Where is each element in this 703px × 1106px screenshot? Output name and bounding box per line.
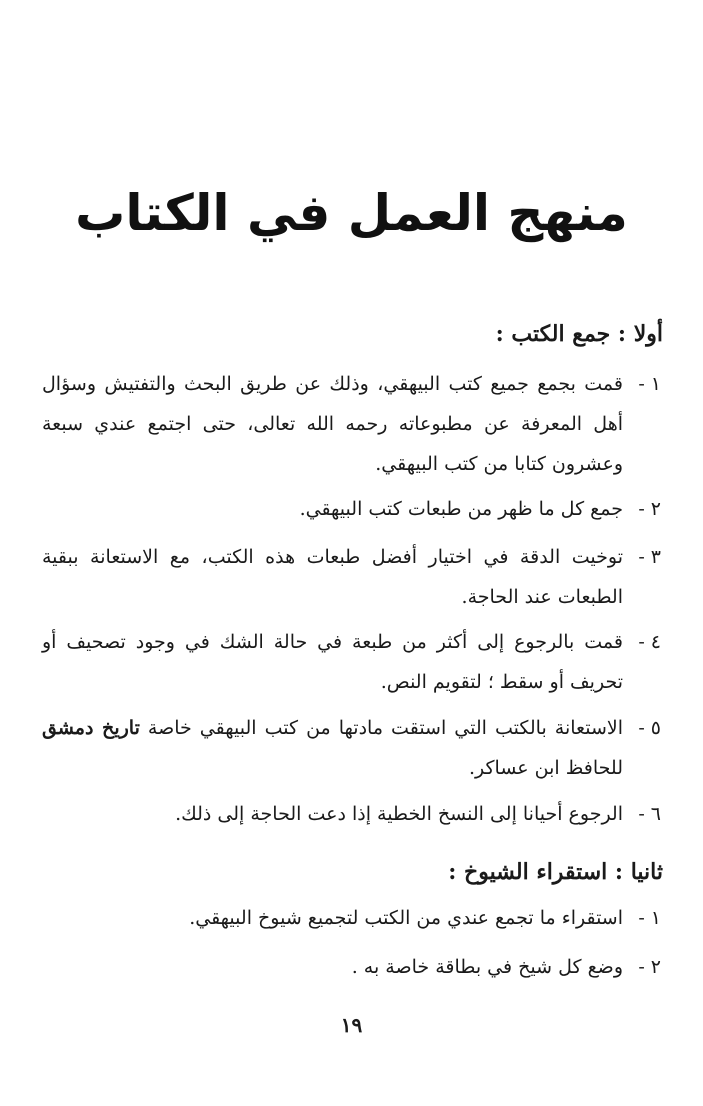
list-item — [42, 708, 661, 788]
item-text — [42, 708, 623, 788]
list-item — [42, 794, 661, 834]
item-number: ٥ - — [638, 717, 661, 739]
book-title-bold: تاريخ دمشق — [42, 717, 140, 739]
item-text: توخيت الدقة في اختيار أفضل طبعات هذه الكتب، مع الاستعانة ببقية الطبعات عند الحاجة. — [42, 546, 623, 608]
item-number: ٦ - — [638, 803, 661, 825]
list-item — [42, 489, 661, 529]
item-number: ١ - — [638, 373, 661, 395]
list-item — [42, 622, 661, 702]
section-heading-first: أولا : جمع الكتب : — [495, 321, 663, 347]
chapter-title: منهج العمل في الكتاب — [75, 184, 628, 242]
section-heading-second: ثانيا : استقراء الشيوخ : — [448, 859, 663, 885]
item-number: ٢ - — [638, 498, 661, 520]
item-text: استقراء ما تجمع عندي من الكتب لتجميع شيوخ البيهقي. — [189, 907, 623, 929]
list-item — [42, 537, 661, 617]
item-text: قمت بجمع جميع كتب البيهقي، وذلك عن طريق البحث والتفتيش وسؤال أهل المعرفة عن مطبوعاته رحمه الله تعالى، حتى اجتمع عندي سبعة وعشرون كتابا من كتب البيهقي. — [42, 373, 623, 475]
item-text: وضع كل شيخ في بطاقة خاصة به . — [351, 956, 623, 978]
list-item — [42, 947, 661, 987]
item-number: ٣ - — [638, 546, 661, 568]
item-number: ٤ - — [638, 631, 661, 653]
page-number: ١٩ — [340, 1013, 363, 1037]
list-item — [42, 898, 661, 938]
item-number: ١ - — [638, 907, 661, 929]
list-item — [42, 364, 661, 484]
item-text: قمت بالرجوع إلى أكثر من طبعة في حالة الشك في وجود تصحيف أو تحريف أو سقط ؛ لتقويم النص. — [42, 631, 623, 693]
item-text-after: للحافظ ابن عساكر. — [468, 757, 623, 779]
item-text: جمع كل ما ظهر من طبعات كتب البيهقي. — [299, 498, 623, 520]
item-text: الرجوع أحيانا إلى النسخ الخطية إذا دعت الحاجة إلى ذلك. — [175, 803, 623, 825]
item-number: ٢ - — [638, 956, 661, 978]
item-text-before: الاستعانة بالكتب التي استقت مادتها من كتب البيهقي خاصة — [147, 717, 623, 739]
